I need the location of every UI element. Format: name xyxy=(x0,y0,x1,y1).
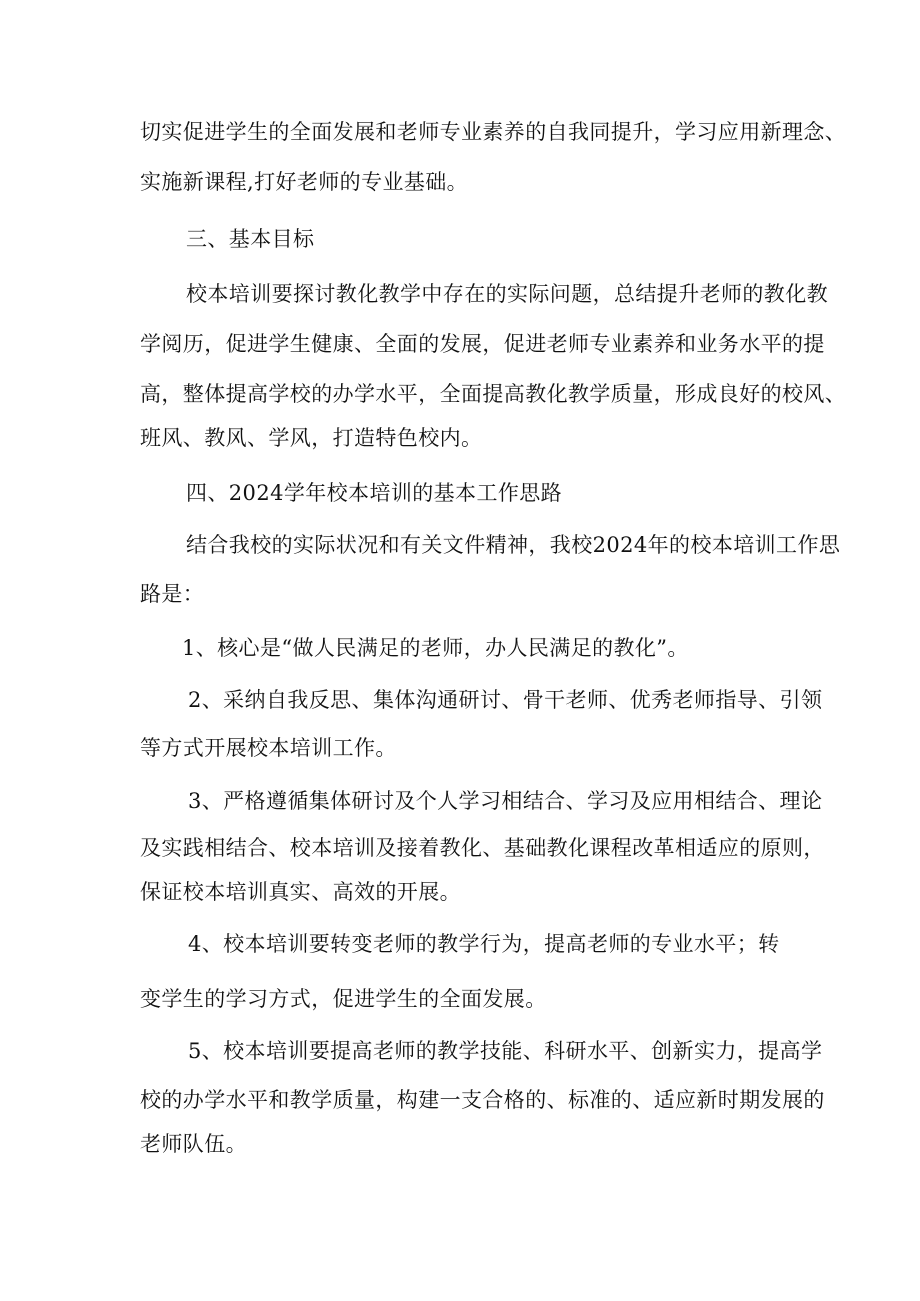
text-line: 实施新课程,打好老师的专业基础。 xyxy=(140,170,469,194)
section-heading: 四、2024学年校本培训的基本工作思路 xyxy=(186,481,563,505)
text-line: 等方式开展校本培训工作。 xyxy=(140,736,397,760)
text-line: 校的办学水平和教学质量，构建一支合格的、标准的、适应新时期发展的 xyxy=(140,1088,825,1112)
text-line: 切实促进学生的全面发展和老师专业素养的自我同提升，学习应用新理念、 xyxy=(140,120,847,144)
text-line: 保证校本培训真实、高效的开展。 xyxy=(140,880,461,904)
text-line: 变学生的学习方式，促进学生的全面发展。 xyxy=(140,987,547,1011)
text-line: 及实践相结合、校本培训及接着教化、基础教化课程改革相适应的原则， xyxy=(140,836,825,860)
section-heading: 三、基本目标 xyxy=(186,227,315,251)
text-line: 学阅历，促进学生健康、全面的发展，促进老师专业素养和业务水平的提 xyxy=(140,332,825,356)
text-line: 老师队伍。 xyxy=(140,1132,247,1156)
list-item: 4、校本培训要转变老师的教学行为，提高老师的专业水平；转 xyxy=(188,932,780,956)
text-line: 班风、教风、学风，打造特色校内。 xyxy=(140,426,483,450)
list-item: 3、严格遵循集体研讨及个人学习相结合、学习及应用相结合、理论 xyxy=(188,789,823,813)
list-item: 1、核心是“做人民满足的老师，办人民满足的教化”。 xyxy=(182,636,689,660)
text-line: 结合我校的实际状况和有关文件精神，我校2024年的校本培训工作思 xyxy=(186,533,841,557)
text-line: 高，整体提高学校的办学水平，全面提高教化教学质量，形成良好的校风、 xyxy=(140,382,847,406)
list-item: 5、校本培训要提高老师的教学技能、科研水平、创新实力，提高学 xyxy=(188,1039,823,1063)
text-line: 校本培训要探讨教化教学中存在的实际问题，总结提升老师的教化教 xyxy=(186,282,828,306)
text-line: 路是： xyxy=(140,582,205,606)
list-item: 2、采纳自我反思、集体沟通研讨、骨干老师、优秀老师指导、引领 xyxy=(188,688,823,712)
